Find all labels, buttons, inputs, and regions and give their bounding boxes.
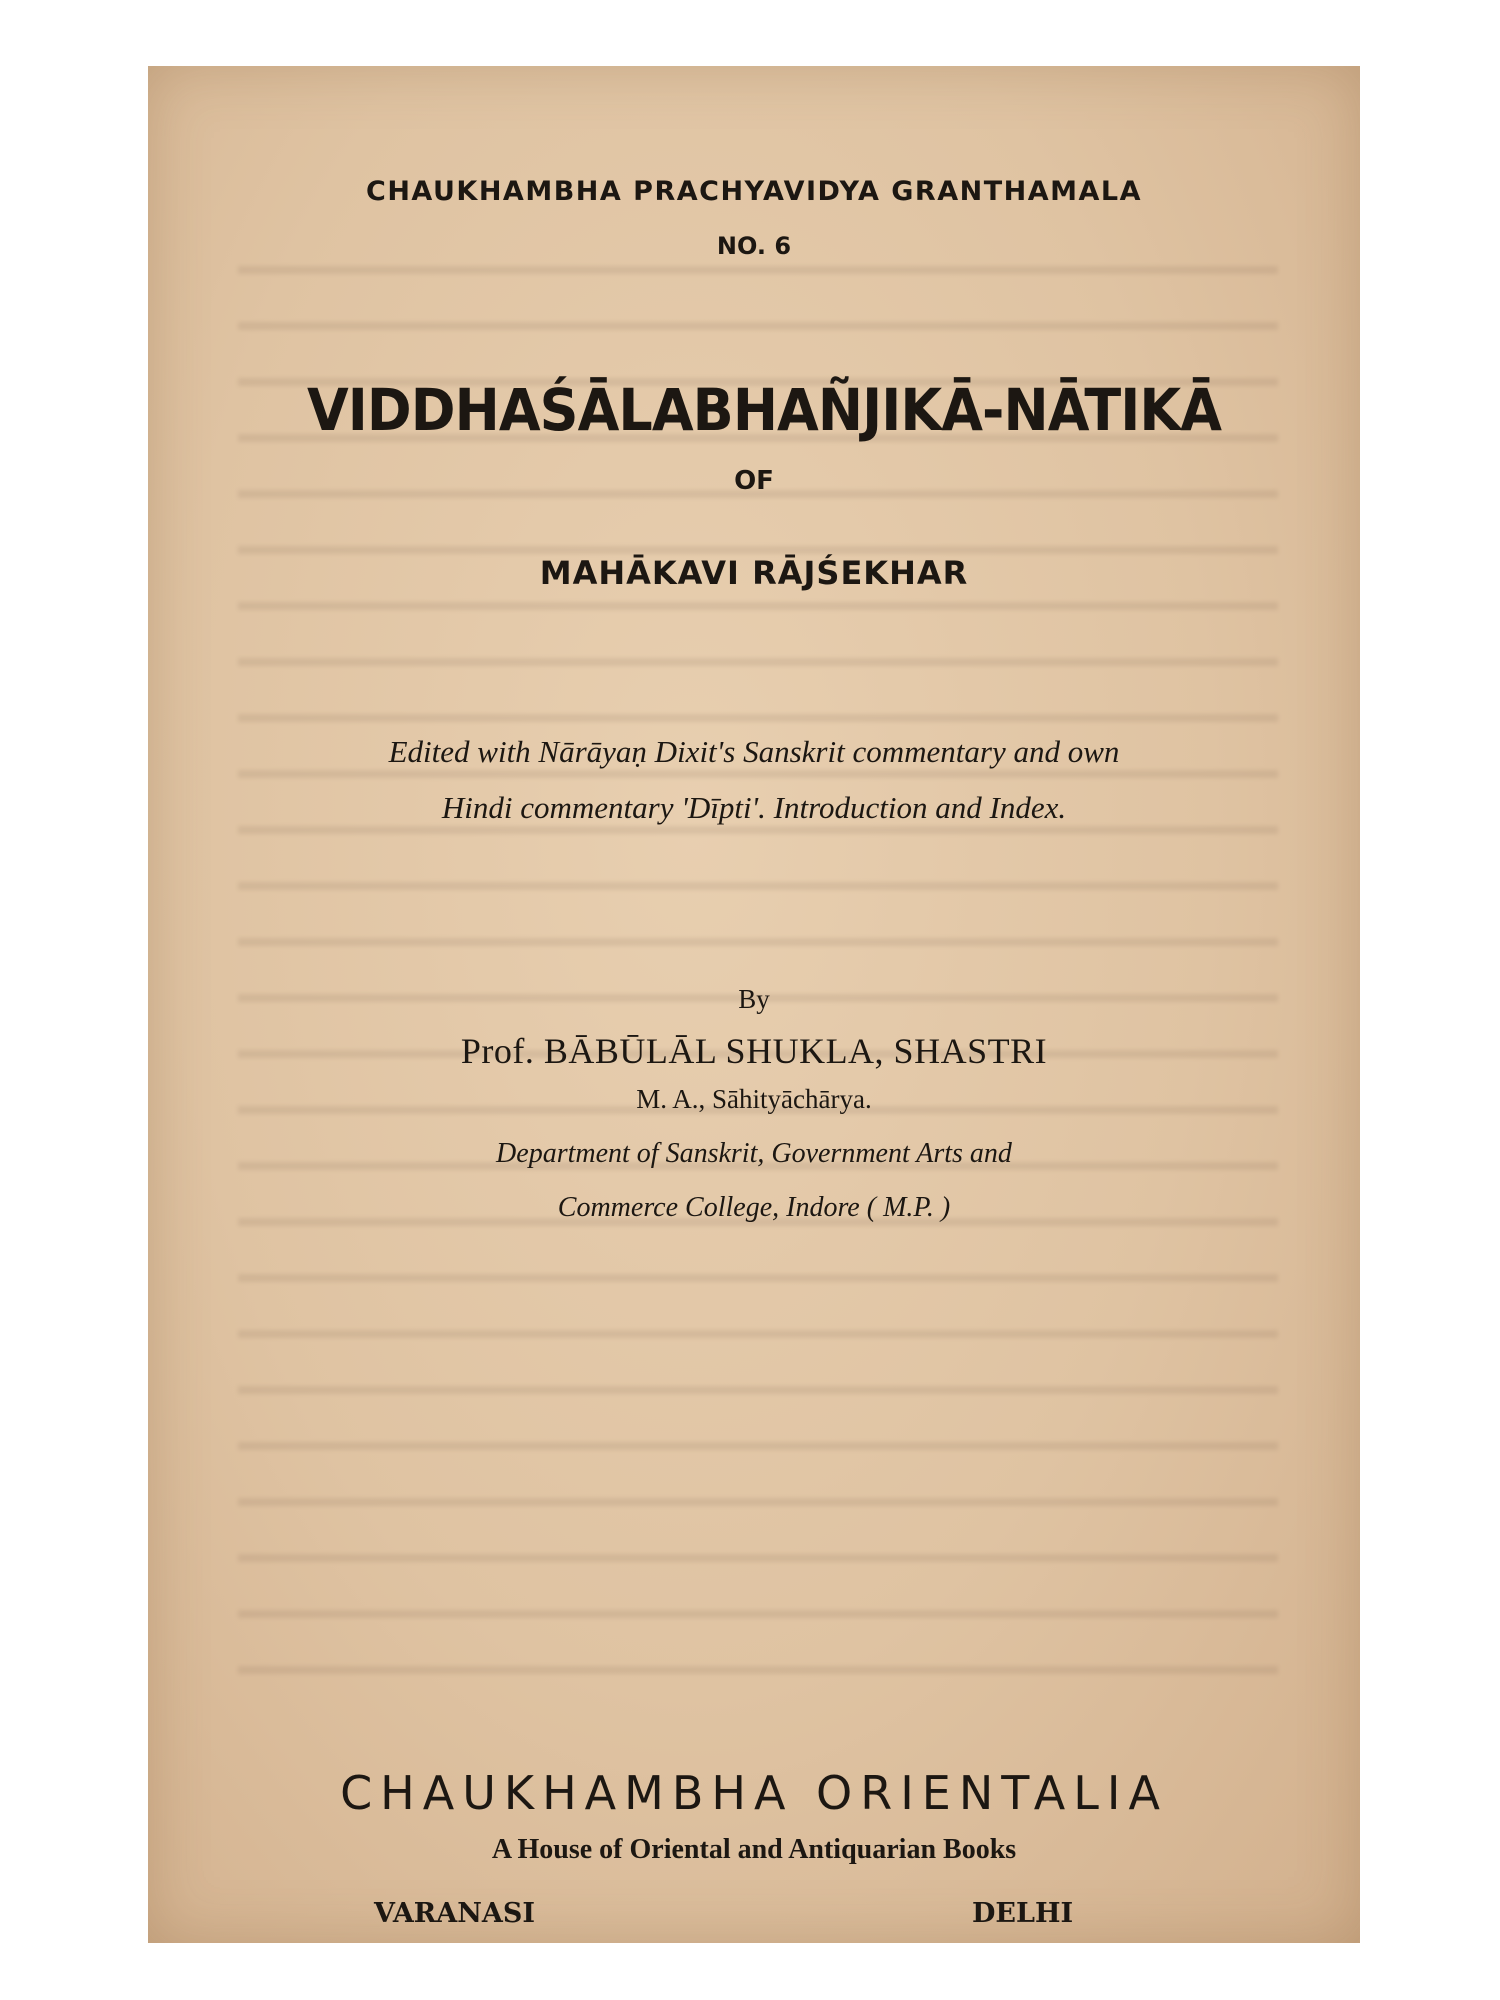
series-number: NO. 6 bbox=[716, 232, 792, 260]
series-name: CHAUKHAMBHA PRACHYAVIDYA GRANTHAMALA bbox=[366, 176, 1142, 207]
title-page bbox=[148, 66, 1360, 1943]
publisher-tagline: A House of Oriental and Antiquarian Books bbox=[491, 1834, 1017, 1865]
publisher-city-varanasi: VARANASI bbox=[374, 1898, 535, 1929]
by-label: By bbox=[738, 984, 770, 1014]
editor-name: Prof. BĀBŪLĀL SHUKLA, SHASTRI bbox=[460, 1031, 1048, 1071]
editor-affiliation-line-2: Commerce College, Indore ( M.P. ) bbox=[557, 1192, 951, 1223]
editor-degrees: M. A., Sāhityāchārya. bbox=[636, 1084, 872, 1114]
publisher-name: CHAUKHAMBHA ORIENTALIA bbox=[340, 1766, 1168, 1820]
author-name: MAHĀKAVI RĀJŚEKHAR bbox=[539, 554, 969, 592]
editor-affiliation-line-1: Department of Sanskrit, Government Arts and bbox=[496, 1138, 1012, 1169]
of-label: OF bbox=[734, 466, 774, 496]
edition-note-line-1: Edited with Nārāyaṇ Dixit's Sanskrit commentary and own bbox=[388, 734, 1120, 769]
show-through-text bbox=[238, 236, 1278, 1716]
publisher-city-delhi: DELHI bbox=[972, 1898, 1074, 1929]
book-title: VIDDHAŚĀLABHAÑJIKĀ-NĀTIKĀ bbox=[306, 376, 1222, 444]
edition-note-line-2: Hindi commentary 'Dīpti'. Introduction and Index. bbox=[441, 790, 1067, 825]
